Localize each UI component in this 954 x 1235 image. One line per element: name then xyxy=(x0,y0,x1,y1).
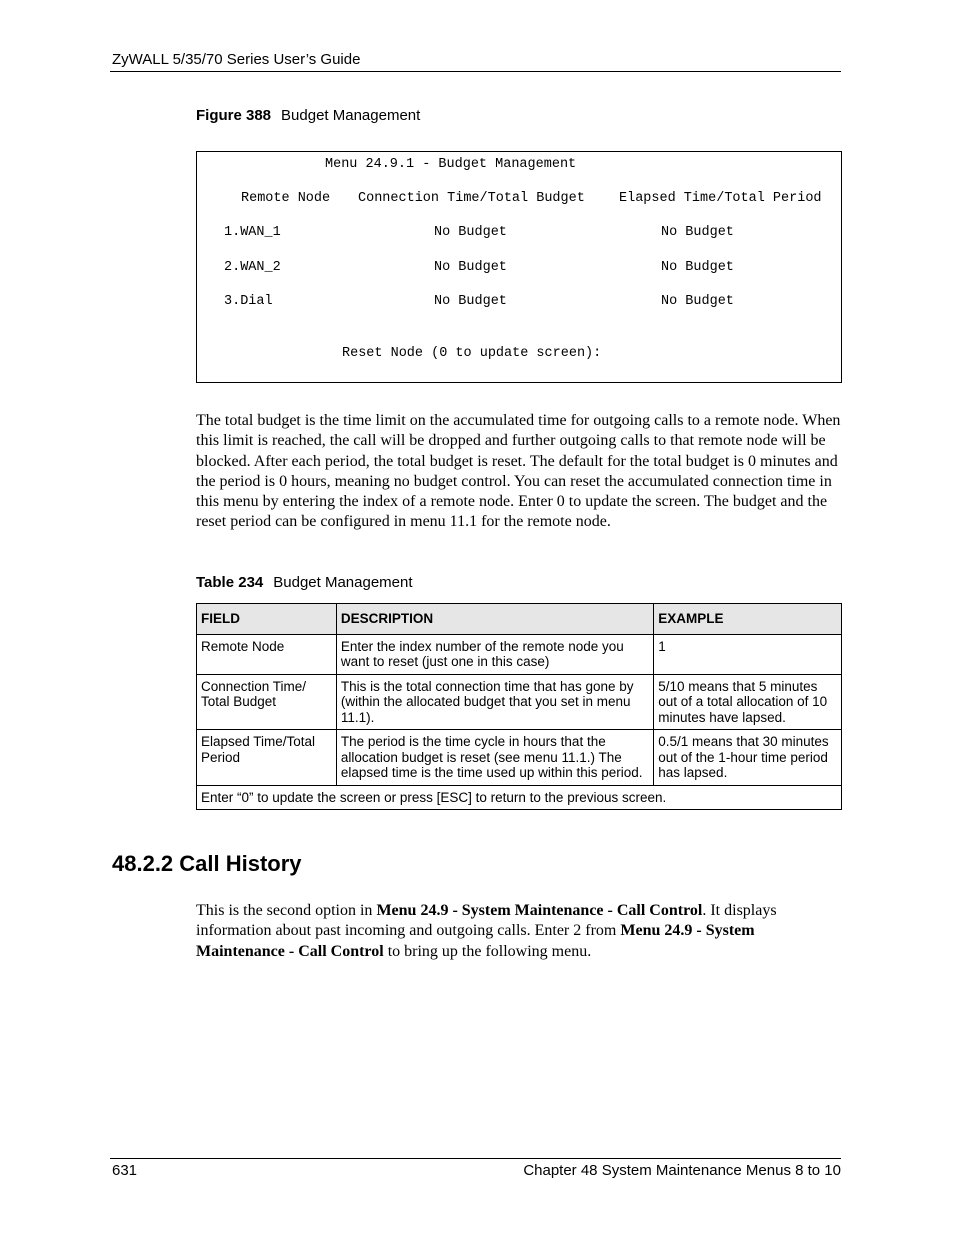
reset-node-prompt: Reset Node (0 to update screen): xyxy=(342,346,602,361)
field-cell: Connection Time/ Total Budget xyxy=(197,674,337,730)
node-row-1-name: 1.WAN_1 xyxy=(224,225,281,240)
para-bold-menu-ref-2: Menu 24.9 - System Maintenance - Call Control xyxy=(196,922,755,960)
table-footer-note: Enter “0” to update the screen or press [ESC] to return to the previous screen. xyxy=(197,785,842,810)
header-divider xyxy=(110,71,841,72)
table-label: Table 234 xyxy=(196,574,264,591)
budget-description-paragraph: The total budget is the time limit on the accumulated time for outgoing calls to a remote node. When this limit is reached, the call will be dropped and further outgoing calls to that remote node will be blocked. After each period, the total budget is reset. The default for the total budget is 0 minutes and the period is 0 hours, meaning no budget control. You can reset the accumulated connection time in this menu by entering the index of a remote node. Enter 0 to update the screen. The budget and the reset period can be configured in menu 11.1 for the remote node. xyxy=(196,412,841,531)
table-row xyxy=(197,634,842,674)
example-cell: 1 xyxy=(654,634,842,674)
column-remote-node: Remote Node xyxy=(241,191,331,206)
para-text-1: This is the second option in xyxy=(196,902,377,919)
field-cell: Elapsed Time/Total Period xyxy=(197,730,337,786)
node-row-3-name: 3.Dial xyxy=(224,294,273,309)
node-row-1-connection: No Budget xyxy=(434,225,507,240)
table-caption xyxy=(196,574,413,591)
field-cell: Remote Node xyxy=(197,634,337,674)
table-row xyxy=(197,674,842,730)
table-title: Budget Management xyxy=(273,574,413,591)
terminal-screen xyxy=(196,151,842,383)
footer-divider xyxy=(110,1158,841,1159)
section-heading: 48.2.2 Call History xyxy=(112,851,302,876)
para-text-3: to bring up the following menu. xyxy=(383,942,592,960)
node-row-1-elapsed: No Budget xyxy=(661,225,734,240)
node-row-3-connection: No Budget xyxy=(434,294,507,309)
node-row-2-connection: No Budget xyxy=(434,260,507,275)
chapter-title: Chapter 48 System Maintenance Menus 8 to 10 xyxy=(523,1162,841,1179)
figure-title: Budget Management xyxy=(281,107,421,124)
menu-title: Menu 24.9.1 - Budget Management xyxy=(325,157,577,172)
node-row-3-elapsed: No Budget xyxy=(661,294,734,309)
header-description: DESCRIPTION xyxy=(336,604,653,635)
header-field: FIELD xyxy=(197,604,337,635)
header-example: EXAMPLE xyxy=(654,604,842,635)
description-cell: The period is the time cycle in hours that the allocation budget is reset (see menu 11.1.) The elapsed time is the time used up within this period. xyxy=(336,730,653,786)
example-cell: 0.5/1 means that 30 minutes out of the 1-hour time period has lapsed. xyxy=(654,730,842,786)
column-elapsed-time: Elapsed Time/Total Period xyxy=(619,191,822,206)
node-row-2-name: 2.WAN_2 xyxy=(224,260,281,275)
table-footer-row xyxy=(197,785,842,810)
para-text-2: . It displays information about past incoming and outgoing calls. Enter 2 from xyxy=(196,902,777,940)
para-bold-menu-ref-1: Menu 24.9 - System Maintenance - Call Control xyxy=(376,902,703,919)
figure-caption xyxy=(196,107,420,124)
example-cell: 5/10 means that 5 minutes out of a total allocation of 10 minutes have lapsed. xyxy=(654,674,842,730)
call-history-paragraph xyxy=(196,901,844,962)
figure-label: Figure 388 xyxy=(196,107,272,124)
page-number: 631 xyxy=(112,1162,138,1179)
table-header-row xyxy=(197,604,842,635)
description-cell: Enter the index number of the remote node you want to reset (just one in this case) xyxy=(336,634,653,674)
node-row-2-elapsed: No Budget xyxy=(661,260,734,275)
description-cell: This is the total connection time that has gone by (within the allocated budget that you set in menu 11.1). xyxy=(336,674,653,730)
running-header-title: ZyWALL 5/35/70 Series User’s Guide xyxy=(112,51,361,68)
table-row xyxy=(197,730,842,786)
budget-management-table xyxy=(196,603,842,810)
column-connection-time: Connection Time/Total Budget xyxy=(358,191,585,206)
